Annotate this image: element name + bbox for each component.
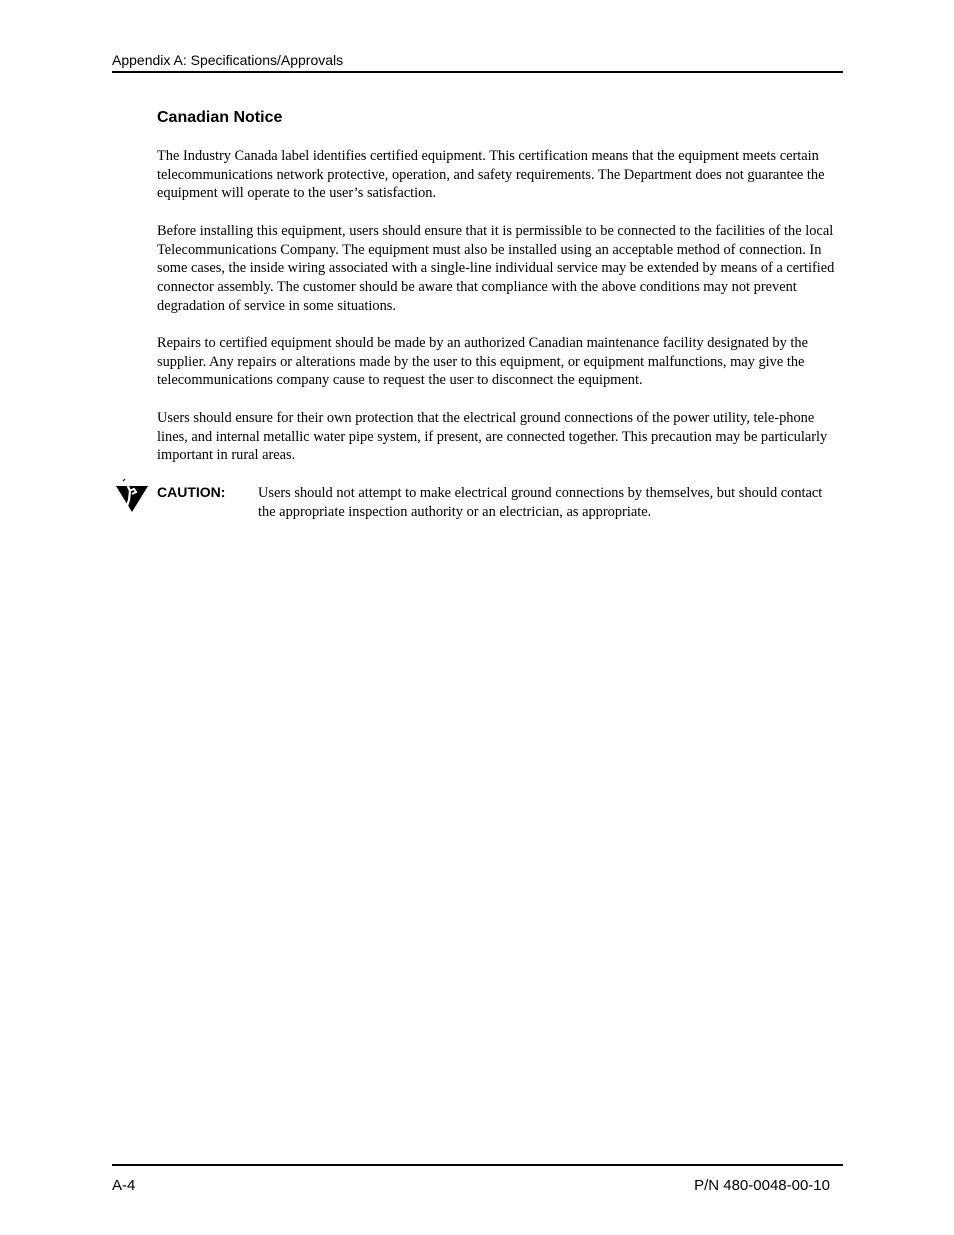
part-number: P/N 480-0048-00-10 — [694, 1177, 830, 1194]
caution-label: CAUTION: — [157, 484, 226, 500]
paragraph-label-identification: The Industry Canada label identifies certified equipment. This certification means that the equipment meets certain telecommunications network protective, operation, and safety requirements. The Department does not guarantee the equipment will operate to the user’s satisfaction. — [157, 148, 825, 202]
section-title: Canadian Notice — [157, 109, 283, 126]
running-header: Appendix A: Specifications/Approvals — [112, 52, 344, 68]
header-rule — [112, 71, 843, 73]
paragraph-grounding: Users should ensure for their own protection that the electrical ground connections of the power utility, tele-phone lines, and internal metallic water pipe system, if present, are connected together. This precaution may be particularly important in rural areas. — [157, 410, 828, 464]
caution-text: Users should not attempt to make electrical ground connections by themselves, but should contact the appropriate inspection authority or an electrician, as appropriate. — [258, 485, 823, 520]
paragraph-installation: Before installing this equipment, users should ensure that it is permissible to be connected to the facilities of the local Telecommunications Company. The equipment must also be installed using an acceptable method of connection. In some cases, the inside wiring associated with a single-line individual service may be extended by means of a certified connector assembly. The customer should be aware that compliance with the above conditions may not prevent degradation of service in some situations. — [157, 223, 835, 314]
caution-hand-icon — [114, 478, 150, 514]
paragraph-repairs: Repairs to certified equipment should be made by an authorized Canadian maintenance facility designated by the supplier. Any repairs or alterations made by the user to this equipment, or equipment malfunctions, may give the telecommunications company cause to request the user to disconnect the equipment. — [157, 335, 808, 389]
footer-rule — [112, 1164, 843, 1166]
page-number: A-4 — [112, 1177, 136, 1194]
